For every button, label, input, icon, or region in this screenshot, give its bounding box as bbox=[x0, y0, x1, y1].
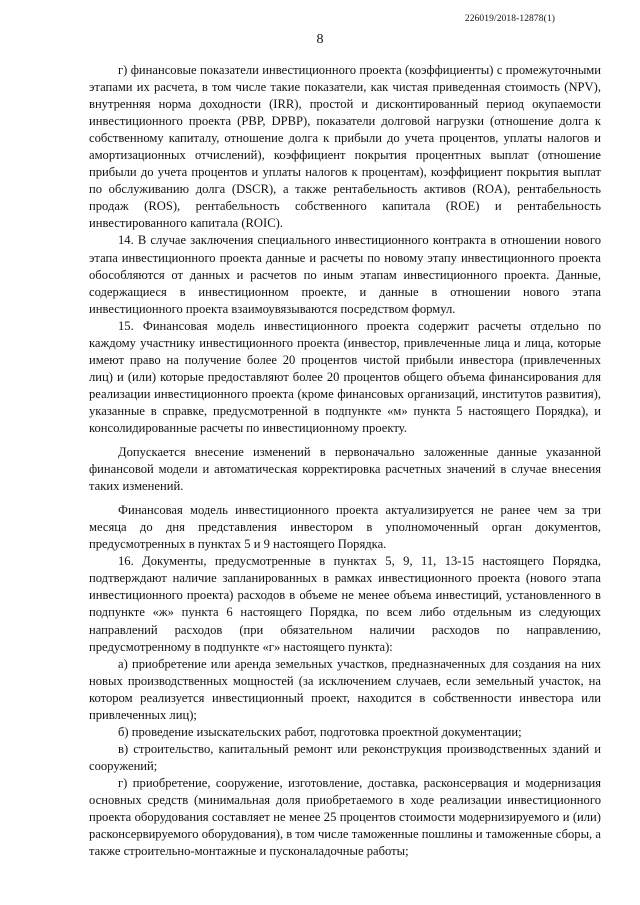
paragraph-15-actualization: Финансовая модель инвестиционного проекта актуализируется не ранее чем за три месяца до дня представления инвестором в уполномоченный орган документов, предусмотренных в пунктах 5 и 9 настоящего Порядка. bbox=[89, 503, 601, 552]
paragraph-14: 14. В случае заключения специального инвестиционного контракта в отношении нового этапа инвестиционного проекта данные и расчеты по новому этапу инвестиционного проекта обособляются от данных и расчетов по иным этапам инвестиционного проекта. Данные, содержащиеся в инвестиционном проекте, и данные в отношении нового этапа инвестиционного проекта взаимоувязываются посредством формул. bbox=[89, 233, 601, 316]
document-id: 226019/2018-12878(1) bbox=[464, 14, 555, 24]
paragraph-16: 16. Документы, предусмотренные в пунктах 5, 9, 11, 13-15 настоящего Порядка, подтверждают наличие запланированных в рамках инвестиционного проекта (нового этапа инвестиционного проекта) расходов в объеме не менее объема инвестиций, установленного в подпункте «ж» пункта 6 настоящего Порядка, по всем либо отдельным из следующих направлений расходов (при обязательном наличии расходов по направлению, предусмотренному в подпункте «г» настоящего пункта): bbox=[89, 554, 601, 654]
paragraph-15-changes: Допускается внесение изменений в первоначально заложенные данные указанной финансовой модели и автоматическая корректировка расчетных значений в случае внесения таких изменений. bbox=[89, 445, 601, 494]
paragraph-16v: в) строительство, капитальный ремонт или реконструкция производственных зданий и сооружений; bbox=[89, 741, 601, 773]
paragraph-16b: б) проведение изыскательских работ, подготовка проектной документации; bbox=[118, 724, 522, 739]
paragraph-16g: г) приобретение, сооружение, изготовление, доставка, расконсервация и модернизация основных средств (минимальная доля приобретаемого в ходе реализации инвестиционного проекта оборудования составляет не менее 25 процентов стоимости модернизируемого и (или) расконсервируемого оборудования), в том числе таможенные пошлины и таможенные сборы, а также строительно-монтажные и пусконаладочные работы; bbox=[89, 775, 601, 859]
paragraph-16a: а) приобретение или аренда земельных участков, предназначенных для создания на них новых производственных мощностей (за исключением случаев, если земельный участок, на котором реализуется инвестиционный проект, находится в собственности инвестора или привлеченных лиц); bbox=[89, 656, 601, 722]
page-number: 8 bbox=[316, 32, 324, 47]
document-body bbox=[89, 62, 601, 860]
paragraph-13g: г) финансовые показатели инвестиционного проекта (коэффициенты) с промежуточными этапами их расчета, в том числе такие показатели, как чистая приведенная стоимость (NPV), внутренняя норма доходности (IRR), простой и дисконтированный период окупаемости инвестиционного проекта (PBP, DPBP), показатели долговой нагрузки (отношение долга к собственному капиталу, отношение долга к прибыли до учета процентов, уплаты налогов и амортизационных отчислений), коэффициент покрытия процентных выплат (отношение прибыли до учета процентов и уплаты налогов к процентам), коэффициент покрытия выплат по обслуживанию долга (DSCR), а также рентабельность активов (ROA), рентабельность продаж (ROS), рентабельность собственного капитала (ROE) и рентабельность инвестированного капитала (ROIC). bbox=[89, 63, 601, 231]
paragraph-15: 15. Финансовая модель инвестиционного проекта содержит расчеты отдельно по каждому участнику инвестиционного проекта (инвестор, привлеченные лица и лица, которые имеют право на получение более 20 процентов чистой прибыли инвестора (привлеченных лиц) и (или) которые предоставляют более 20 процентов общего объема финансирования для реализации инвестиционного проекта (кроме финансовых организаций, институтов развития), указанные в справке, предусмотренной в подпункте «м» пункта 5 настоящего Порядка), и консолидированные расчеты по инвестиционному проекту. bbox=[89, 318, 601, 435]
